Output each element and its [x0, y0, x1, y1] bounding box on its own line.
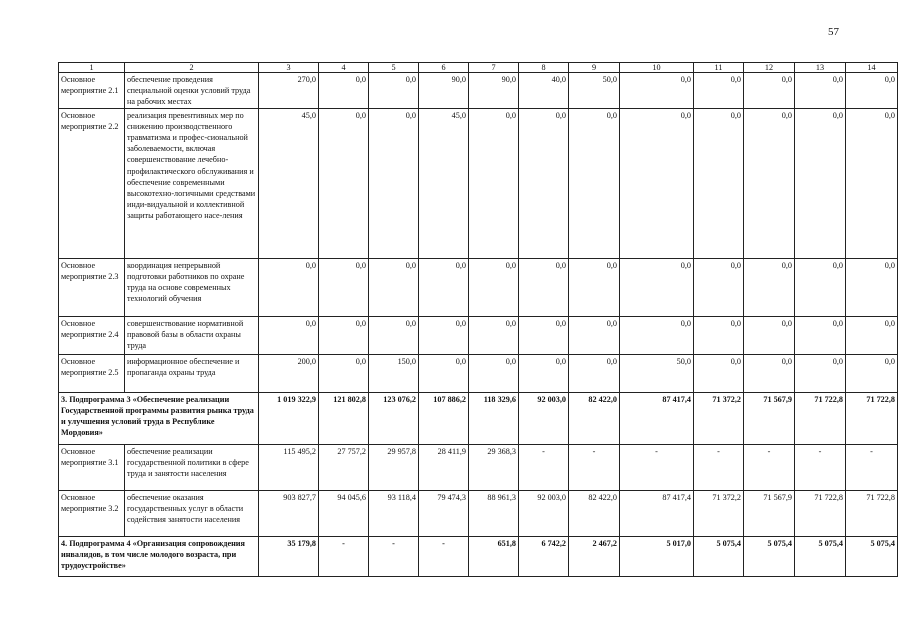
value-cell: 82 422,0	[569, 393, 620, 445]
value-cell: 45,0	[259, 109, 319, 259]
column-number: 4	[319, 63, 369, 73]
activity-description: информационное обеспечение и пропаганда охраны труда	[125, 355, 259, 393]
activity-description: координация непрерывной подготовки работников по охране труда на основе современных технологий обучения	[125, 259, 259, 317]
value-cell: -	[694, 445, 744, 491]
budget-table	[58, 62, 898, 577]
value-cell: 93 118,4	[369, 491, 419, 537]
value-cell: 0,0	[744, 355, 795, 393]
subprogram-name: 3. Подпрограмма 3 «Обеспечение реализации Государственной программы развития рынка труда и улучшения условий труда в Республике Мордовия»	[59, 393, 259, 445]
value-cell: 0,0	[795, 317, 846, 355]
value-cell: 87 417,4	[620, 393, 694, 445]
value-cell: 0,0	[319, 109, 369, 259]
value-cell: 71 722,8	[795, 491, 846, 537]
table-row	[59, 109, 898, 259]
value-cell: 92 003,0	[519, 393, 569, 445]
activity-name: Основное мероприятие 2.2	[59, 109, 125, 259]
table-row	[59, 491, 898, 537]
value-cell: 0,0	[846, 259, 898, 317]
column-number: 7	[469, 63, 519, 73]
value-cell: 0,0	[319, 73, 369, 109]
column-number: 3	[259, 63, 319, 73]
value-cell: 90,0	[419, 73, 469, 109]
value-cell: 0,0	[469, 317, 519, 355]
value-cell: 0,0	[846, 73, 898, 109]
value-cell: 94 045,6	[319, 491, 369, 537]
subprogram-name: 4. Подпрограмма 4 «Организация сопровождения инвалидов, в том числе молодого возраста, при трудоустройстве»	[59, 537, 259, 577]
value-cell: 0,0	[846, 109, 898, 259]
value-cell: 2 467,2	[569, 537, 620, 577]
value-cell: 50,0	[620, 355, 694, 393]
value-cell: 0,0	[620, 73, 694, 109]
activity-description: обеспечение оказания государственных услуг в области содействия занятости населения	[125, 491, 259, 537]
value-cell: 0,0	[369, 317, 419, 355]
table-row	[59, 445, 898, 491]
value-cell: 0,0	[469, 259, 519, 317]
column-number: 14	[846, 63, 898, 73]
value-cell: 50,0	[569, 73, 620, 109]
value-cell: 0,0	[744, 73, 795, 109]
value-cell: 0,0	[319, 317, 369, 355]
activity-description: совершенствование нормативной правовой базы в области охраны труда	[125, 317, 259, 355]
value-cell: 0,0	[369, 259, 419, 317]
value-cell: 5 075,4	[846, 537, 898, 577]
value-cell: 0,0	[744, 109, 795, 259]
column-number: 2	[125, 63, 259, 73]
value-cell: 71 722,8	[795, 393, 846, 445]
value-cell: 88 961,3	[469, 491, 519, 537]
value-cell: 71 567,9	[744, 491, 795, 537]
value-cell: -	[419, 537, 469, 577]
activity-name: Основное мероприятие 2.3	[59, 259, 125, 317]
value-cell: 0,0	[569, 355, 620, 393]
value-cell: 0,0	[259, 259, 319, 317]
activity-description: реализация превентивных мер по снижению производственного травматизма и профес-сиональной заболеваемости, включая совершенствование лечебно-профилактического обслуживания и обеспечение современными высокотехно-логичными средствами инди-видуальной и коллективной защиты работающего насе-ления	[125, 109, 259, 259]
table-row	[59, 259, 898, 317]
value-cell: 0,0	[519, 355, 569, 393]
value-cell: 0,0	[744, 317, 795, 355]
value-cell: 71 372,2	[694, 393, 744, 445]
value-cell: 5 075,4	[744, 537, 795, 577]
activity-name: Основное мероприятие 2.5	[59, 355, 125, 393]
value-cell: 0,0	[569, 109, 620, 259]
value-cell: 0,0	[419, 355, 469, 393]
value-cell: -	[319, 537, 369, 577]
value-cell: 107 886,2	[419, 393, 469, 445]
value-cell: 79 474,3	[419, 491, 469, 537]
activity-name: Основное мероприятие 3.1	[59, 445, 125, 491]
value-cell: 0,0	[694, 355, 744, 393]
column-number: 13	[795, 63, 846, 73]
value-cell: 0,0	[795, 109, 846, 259]
value-cell: 0,0	[519, 259, 569, 317]
column-number: 1	[59, 63, 125, 73]
value-cell: 0,0	[519, 109, 569, 259]
value-cell: 651,8	[469, 537, 519, 577]
value-cell: 118 329,6	[469, 393, 519, 445]
value-cell: 0,0	[694, 109, 744, 259]
value-cell: -	[620, 445, 694, 491]
column-number: 8	[519, 63, 569, 73]
activity-description: обеспечение реализации государственной политики в сфере труда и занятости населения	[125, 445, 259, 491]
table-row	[59, 73, 898, 109]
value-cell: 903 827,7	[259, 491, 319, 537]
value-cell: 29 957,8	[369, 445, 419, 491]
value-cell: 0,0	[846, 317, 898, 355]
value-cell: 27 757,2	[319, 445, 369, 491]
column-number: 6	[419, 63, 469, 73]
value-cell: 28 411,9	[419, 445, 469, 491]
value-cell: -	[744, 445, 795, 491]
activity-name: Основное мероприятие 2.1	[59, 73, 125, 109]
table-row	[59, 355, 898, 393]
value-cell: 0,0	[419, 259, 469, 317]
value-cell: 45,0	[419, 109, 469, 259]
value-cell: 71 722,8	[846, 491, 898, 537]
value-cell: 6 742,2	[519, 537, 569, 577]
value-cell: 0,0	[419, 317, 469, 355]
column-number: 10	[620, 63, 694, 73]
value-cell: 150,0	[369, 355, 419, 393]
column-number: 12	[744, 63, 795, 73]
value-cell: 0,0	[694, 259, 744, 317]
value-cell: 0,0	[744, 259, 795, 317]
value-cell: 5 017,0	[620, 537, 694, 577]
subprogram-row	[59, 537, 898, 577]
column-number: 11	[694, 63, 744, 73]
value-cell: 5 075,4	[694, 537, 744, 577]
subprogram-row	[59, 393, 898, 445]
value-cell: 0,0	[694, 317, 744, 355]
value-cell: 35 179,8	[259, 537, 319, 577]
value-cell: 5 075,4	[795, 537, 846, 577]
value-cell: 0,0	[469, 109, 519, 259]
value-cell: 0,0	[569, 259, 620, 317]
value-cell: 92 003,0	[519, 491, 569, 537]
value-cell: 0,0	[620, 317, 694, 355]
value-cell: 0,0	[369, 109, 419, 259]
value-cell: 40,0	[519, 73, 569, 109]
value-cell: 270,0	[259, 73, 319, 109]
value-cell: 0,0	[369, 73, 419, 109]
value-cell: 71 567,9	[744, 393, 795, 445]
value-cell: -	[369, 537, 419, 577]
value-cell: 123 076,2	[369, 393, 419, 445]
activity-description: обеспечение проведения специальной оценки условий труда на рабочих местах	[125, 73, 259, 109]
value-cell: 0,0	[620, 109, 694, 259]
column-number: 5	[369, 63, 419, 73]
value-cell: 0,0	[519, 317, 569, 355]
value-cell: 121 802,8	[319, 393, 369, 445]
value-cell: 0,0	[319, 259, 369, 317]
value-cell: 200,0	[259, 355, 319, 393]
value-cell: -	[569, 445, 620, 491]
value-cell: 71 372,2	[694, 491, 744, 537]
value-cell: 0,0	[846, 355, 898, 393]
value-cell: 71 722,8	[846, 393, 898, 445]
value-cell: 82 422,0	[569, 491, 620, 537]
value-cell: -	[519, 445, 569, 491]
value-cell: 0,0	[319, 355, 369, 393]
value-cell: 29 368,3	[469, 445, 519, 491]
value-cell: 0,0	[795, 73, 846, 109]
value-cell: 1 019 322,9	[259, 393, 319, 445]
value-cell: 0,0	[259, 317, 319, 355]
value-cell: 0,0	[795, 259, 846, 317]
column-number-row	[59, 63, 898, 73]
value-cell: 0,0	[569, 317, 620, 355]
value-cell: 90,0	[469, 73, 519, 109]
value-cell: -	[795, 445, 846, 491]
activity-name: Основное мероприятие 2.4	[59, 317, 125, 355]
value-cell: 0,0	[620, 259, 694, 317]
page-number: 57	[828, 26, 839, 38]
value-cell: 87 417,4	[620, 491, 694, 537]
table-row	[59, 317, 898, 355]
value-cell: -	[846, 445, 898, 491]
value-cell: 0,0	[694, 73, 744, 109]
value-cell: 0,0	[469, 355, 519, 393]
value-cell: 115 495,2	[259, 445, 319, 491]
column-number: 9	[569, 63, 620, 73]
value-cell: 0,0	[795, 355, 846, 393]
activity-name: Основное мероприятие 3.2	[59, 491, 125, 537]
